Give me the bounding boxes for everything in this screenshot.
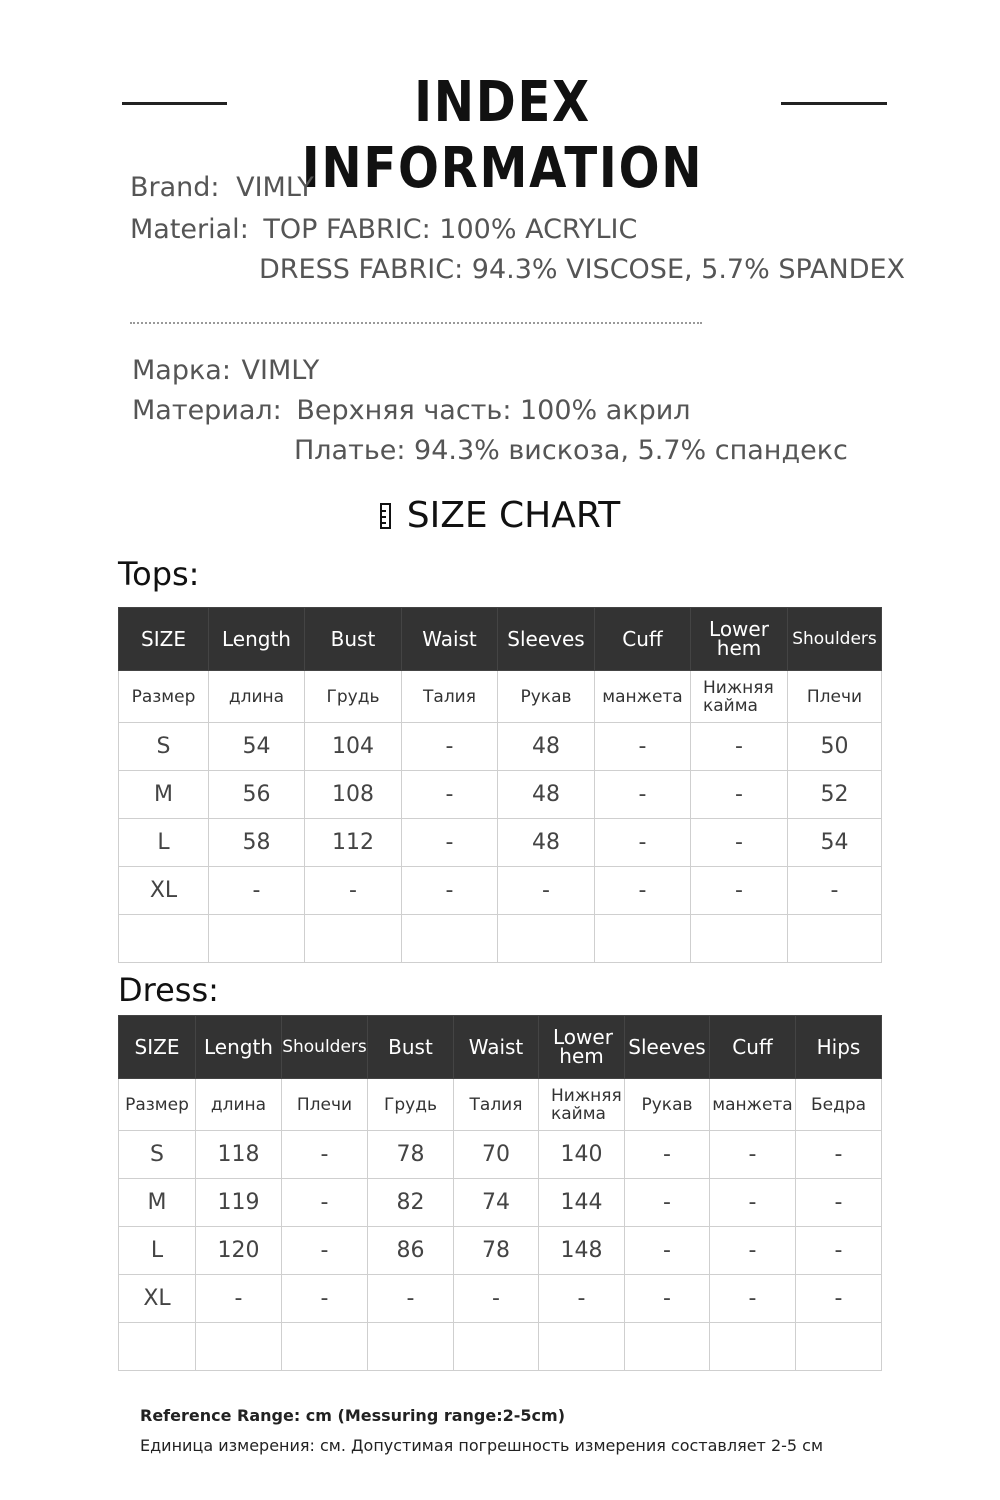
dress-table-cell: -: [282, 1179, 368, 1227]
dress-header-lower-hem: Lower hem: [539, 1016, 625, 1079]
brand-label: Brand:: [130, 172, 220, 203]
tops-table-cell: -: [305, 867, 402, 915]
dress-table-cell: [196, 1323, 282, 1371]
dress-table-cell: 119: [196, 1179, 282, 1227]
tops-table-cell: -: [691, 771, 788, 819]
tops-ru-header-cell: Нижняя кайма: [691, 671, 788, 723]
tops-header-bust: Bust: [305, 608, 402, 671]
tops-table-cell: -: [691, 867, 788, 915]
dress-header-length: Length: [196, 1016, 282, 1079]
tops-table-cell: 52: [788, 771, 882, 819]
tops-table-cell: -: [402, 819, 498, 867]
dress-ru-header-cell: Талия: [454, 1079, 539, 1131]
dress-table-cell: 120: [196, 1227, 282, 1275]
dress-header-hips: Hips: [796, 1016, 882, 1079]
dress-table-cell: -: [796, 1227, 882, 1275]
dress-table-cell: XL: [119, 1275, 196, 1323]
dress-table-cell: 86: [368, 1227, 454, 1275]
tops-ru-header-cell: Размер: [119, 671, 209, 723]
measurement-note-ru: Единица измерения: см. Допустимая погрешность измерения составляет 2-5 см: [140, 1436, 824, 1455]
tops-table-row: [119, 723, 882, 771]
dress-ru-header-cell: Грудь: [368, 1079, 454, 1131]
tops-table-cell: [595, 915, 691, 963]
dress-table-cell: -: [282, 1131, 368, 1179]
ru-brand-label: Марка:: [132, 355, 231, 386]
dress-table-cell: -: [710, 1131, 796, 1179]
dress-table-cell: -: [710, 1275, 796, 1323]
dress-table-cell: -: [796, 1131, 882, 1179]
tops-table-cell: 108: [305, 771, 402, 819]
tops-table-cell: 48: [498, 771, 595, 819]
tops-table-cell: [119, 915, 209, 963]
tops-table-cell: [498, 915, 595, 963]
dress-table-cell: [454, 1323, 539, 1371]
tops-table-row: [119, 915, 882, 963]
tops-title: Tops:: [118, 555, 200, 593]
dress-table-cell: -: [625, 1275, 710, 1323]
dress-header-sleeves: Sleeves: [625, 1016, 710, 1079]
dress-table-cell: -: [454, 1275, 539, 1323]
dress-table-cell: 74: [454, 1179, 539, 1227]
tops-header-size: SIZE: [119, 608, 209, 671]
dress-table-cell: -: [710, 1227, 796, 1275]
tops-table-cell: [305, 915, 402, 963]
dress-table-cell: -: [196, 1275, 282, 1323]
tops-header-shoulders: Shoulders: [788, 608, 882, 671]
tops-table-cell: -: [691, 723, 788, 771]
dress-header-shoulders: Shoulders: [282, 1016, 368, 1079]
tops-table-cell: -: [595, 819, 691, 867]
dress-header-bust: Bust: [368, 1016, 454, 1079]
tops-table-row: [119, 771, 882, 819]
reference-range-note: Reference Range: cm (Messuring range:2-5cm): [140, 1406, 565, 1425]
dress-table-cell: -: [282, 1227, 368, 1275]
dress-table-cell: [368, 1323, 454, 1371]
tops-table-cell: -: [402, 771, 498, 819]
dress-table-row: [119, 1131, 882, 1179]
dress-table-cell: -: [625, 1179, 710, 1227]
size-chart-heading: [0, 495, 1000, 536]
tops-header-sleeves: Sleeves: [498, 608, 595, 671]
tops-table-cell: [402, 915, 498, 963]
dress-table-cell: 144: [539, 1179, 625, 1227]
tops-table-cell: 54: [788, 819, 882, 867]
tops-table-cell: 112: [305, 819, 402, 867]
size-chart-title: SIZE CHART: [406, 495, 621, 536]
tops-table-cell: -: [595, 867, 691, 915]
dress-header-row: [119, 1016, 882, 1079]
dress-ru-header-cell: Рукав: [625, 1079, 710, 1131]
dress-table: [118, 1015, 882, 1371]
tops-header-waist: Waist: [402, 608, 498, 671]
dress-table-cell: M: [119, 1179, 196, 1227]
tops-table-cell: [209, 915, 305, 963]
material-top: TOP FABRIC: 100% ACRYLIC: [263, 214, 638, 245]
dress-table-cell: 148: [539, 1227, 625, 1275]
title-divider-right: [781, 102, 887, 105]
tops-russian-header-row: [119, 671, 882, 723]
material-dress: DRESS FABRIC: 94.3% VISCOSE, 5.7% SPANDEX: [259, 254, 906, 285]
dress-table-cell: -: [368, 1275, 454, 1323]
dress-table-cell: 70: [454, 1131, 539, 1179]
dress-table-row: [119, 1275, 882, 1323]
tops-table-cell: -: [788, 867, 882, 915]
tops-header-cuff: Cuff: [595, 608, 691, 671]
dress-ru-header-cell: длина: [196, 1079, 282, 1131]
dress-table-cell: -: [796, 1179, 882, 1227]
tops-table-cell: 50: [788, 723, 882, 771]
tops-table-row: [119, 867, 882, 915]
dress-table-cell: [625, 1323, 710, 1371]
dress-table-cell: [710, 1323, 796, 1371]
dress-table-cell: -: [282, 1275, 368, 1323]
tops-table-cell: [691, 915, 788, 963]
dress-table-cell: -: [625, 1227, 710, 1275]
tops-table-row: [119, 819, 882, 867]
tops-header-length: Length: [209, 608, 305, 671]
dress-title: Dress:: [118, 971, 219, 1009]
tops-header-lower-hem: Lower hem: [691, 608, 788, 671]
page-title: INDEX INFORMATION: [301, 70, 704, 201]
tops-table-cell: -: [402, 867, 498, 915]
tops-table-cell: 56: [209, 771, 305, 819]
dress-table-cell: 140: [539, 1131, 625, 1179]
tops-table: [118, 607, 882, 963]
dress-table-row: [119, 1227, 882, 1275]
tops-header-row: [119, 608, 882, 671]
ru-brand-value: VIMLY: [241, 355, 320, 386]
dress-ru-header-cell: манжета: [710, 1079, 796, 1131]
tops-table-cell: 54: [209, 723, 305, 771]
dress-table-cell: 82: [368, 1179, 454, 1227]
dress-header-size: SIZE: [119, 1016, 196, 1079]
dress-table-cell: 78: [454, 1227, 539, 1275]
dress-table-cell: -: [625, 1131, 710, 1179]
ru-material-top: Верхняя часть: 100% акрил: [296, 395, 691, 426]
brand-line: [130, 168, 314, 208]
dress-russian-header-row: [119, 1079, 882, 1131]
ruler-icon: [380, 503, 391, 529]
dress-table-cell: [119, 1323, 196, 1371]
tops-table-cell: -: [595, 771, 691, 819]
title-divider-left: [122, 102, 227, 105]
ru-brand-line: [132, 351, 319, 391]
ru-material-label: Материал:: [132, 395, 282, 426]
tops-ru-header-cell: длина: [209, 671, 305, 723]
dress-ru-header-cell: Плечи: [282, 1079, 368, 1131]
dress-table-cell: [796, 1323, 882, 1371]
dress-ru-header-cell: Бедра: [796, 1079, 882, 1131]
tops-table-cell: 104: [305, 723, 402, 771]
tops-table-cell: [788, 915, 882, 963]
tops-ru-header-cell: манжета: [595, 671, 691, 723]
dress-table-row: [119, 1323, 882, 1371]
brand-value: VIMLY: [236, 172, 314, 203]
tops-table-cell: -: [498, 867, 595, 915]
tops-ru-header-cell: Плечи: [788, 671, 882, 723]
dress-table-cell: 118: [196, 1131, 282, 1179]
tops-table-cell: 58: [209, 819, 305, 867]
dress-ru-header-cell: Нижняя кайма: [539, 1079, 625, 1131]
tops-table-cell: -: [691, 819, 788, 867]
tops-table-cell: -: [402, 723, 498, 771]
dress-header-cuff: Cuff: [710, 1016, 796, 1079]
dress-table-cell: -: [539, 1275, 625, 1323]
dress-table-cell: L: [119, 1227, 196, 1275]
dotted-divider: [130, 322, 702, 324]
dress-header-waist: Waist: [454, 1016, 539, 1079]
dress-table-cell: 78: [368, 1131, 454, 1179]
dress-ru-header-cell: Размер: [119, 1079, 196, 1131]
tops-table-cell: S: [119, 723, 209, 771]
material-line: [130, 210, 637, 250]
dress-table-row: [119, 1179, 882, 1227]
tops-ru-header-cell: Рукав: [498, 671, 595, 723]
tops-ru-header-cell: Талия: [402, 671, 498, 723]
tops-table-cell: 48: [498, 819, 595, 867]
tops-table-cell: -: [209, 867, 305, 915]
ru-material-line: [132, 391, 691, 431]
dress-table-cell: [539, 1323, 625, 1371]
dress-table-cell: -: [710, 1179, 796, 1227]
tops-table-cell: -: [595, 723, 691, 771]
tops-table-cell: L: [119, 819, 209, 867]
tops-table-cell: M: [119, 771, 209, 819]
dress-table-cell: [282, 1323, 368, 1371]
material-label: Material:: [130, 214, 249, 245]
dress-table-cell: S: [119, 1131, 196, 1179]
tops-table-cell: XL: [119, 867, 209, 915]
ru-material-dress: Платье: 94.3% вискоза, 5.7% спандекс: [294, 435, 848, 466]
tops-table-cell: 48: [498, 723, 595, 771]
dress-table-cell: -: [796, 1275, 882, 1323]
tops-ru-header-cell: Грудь: [305, 671, 402, 723]
